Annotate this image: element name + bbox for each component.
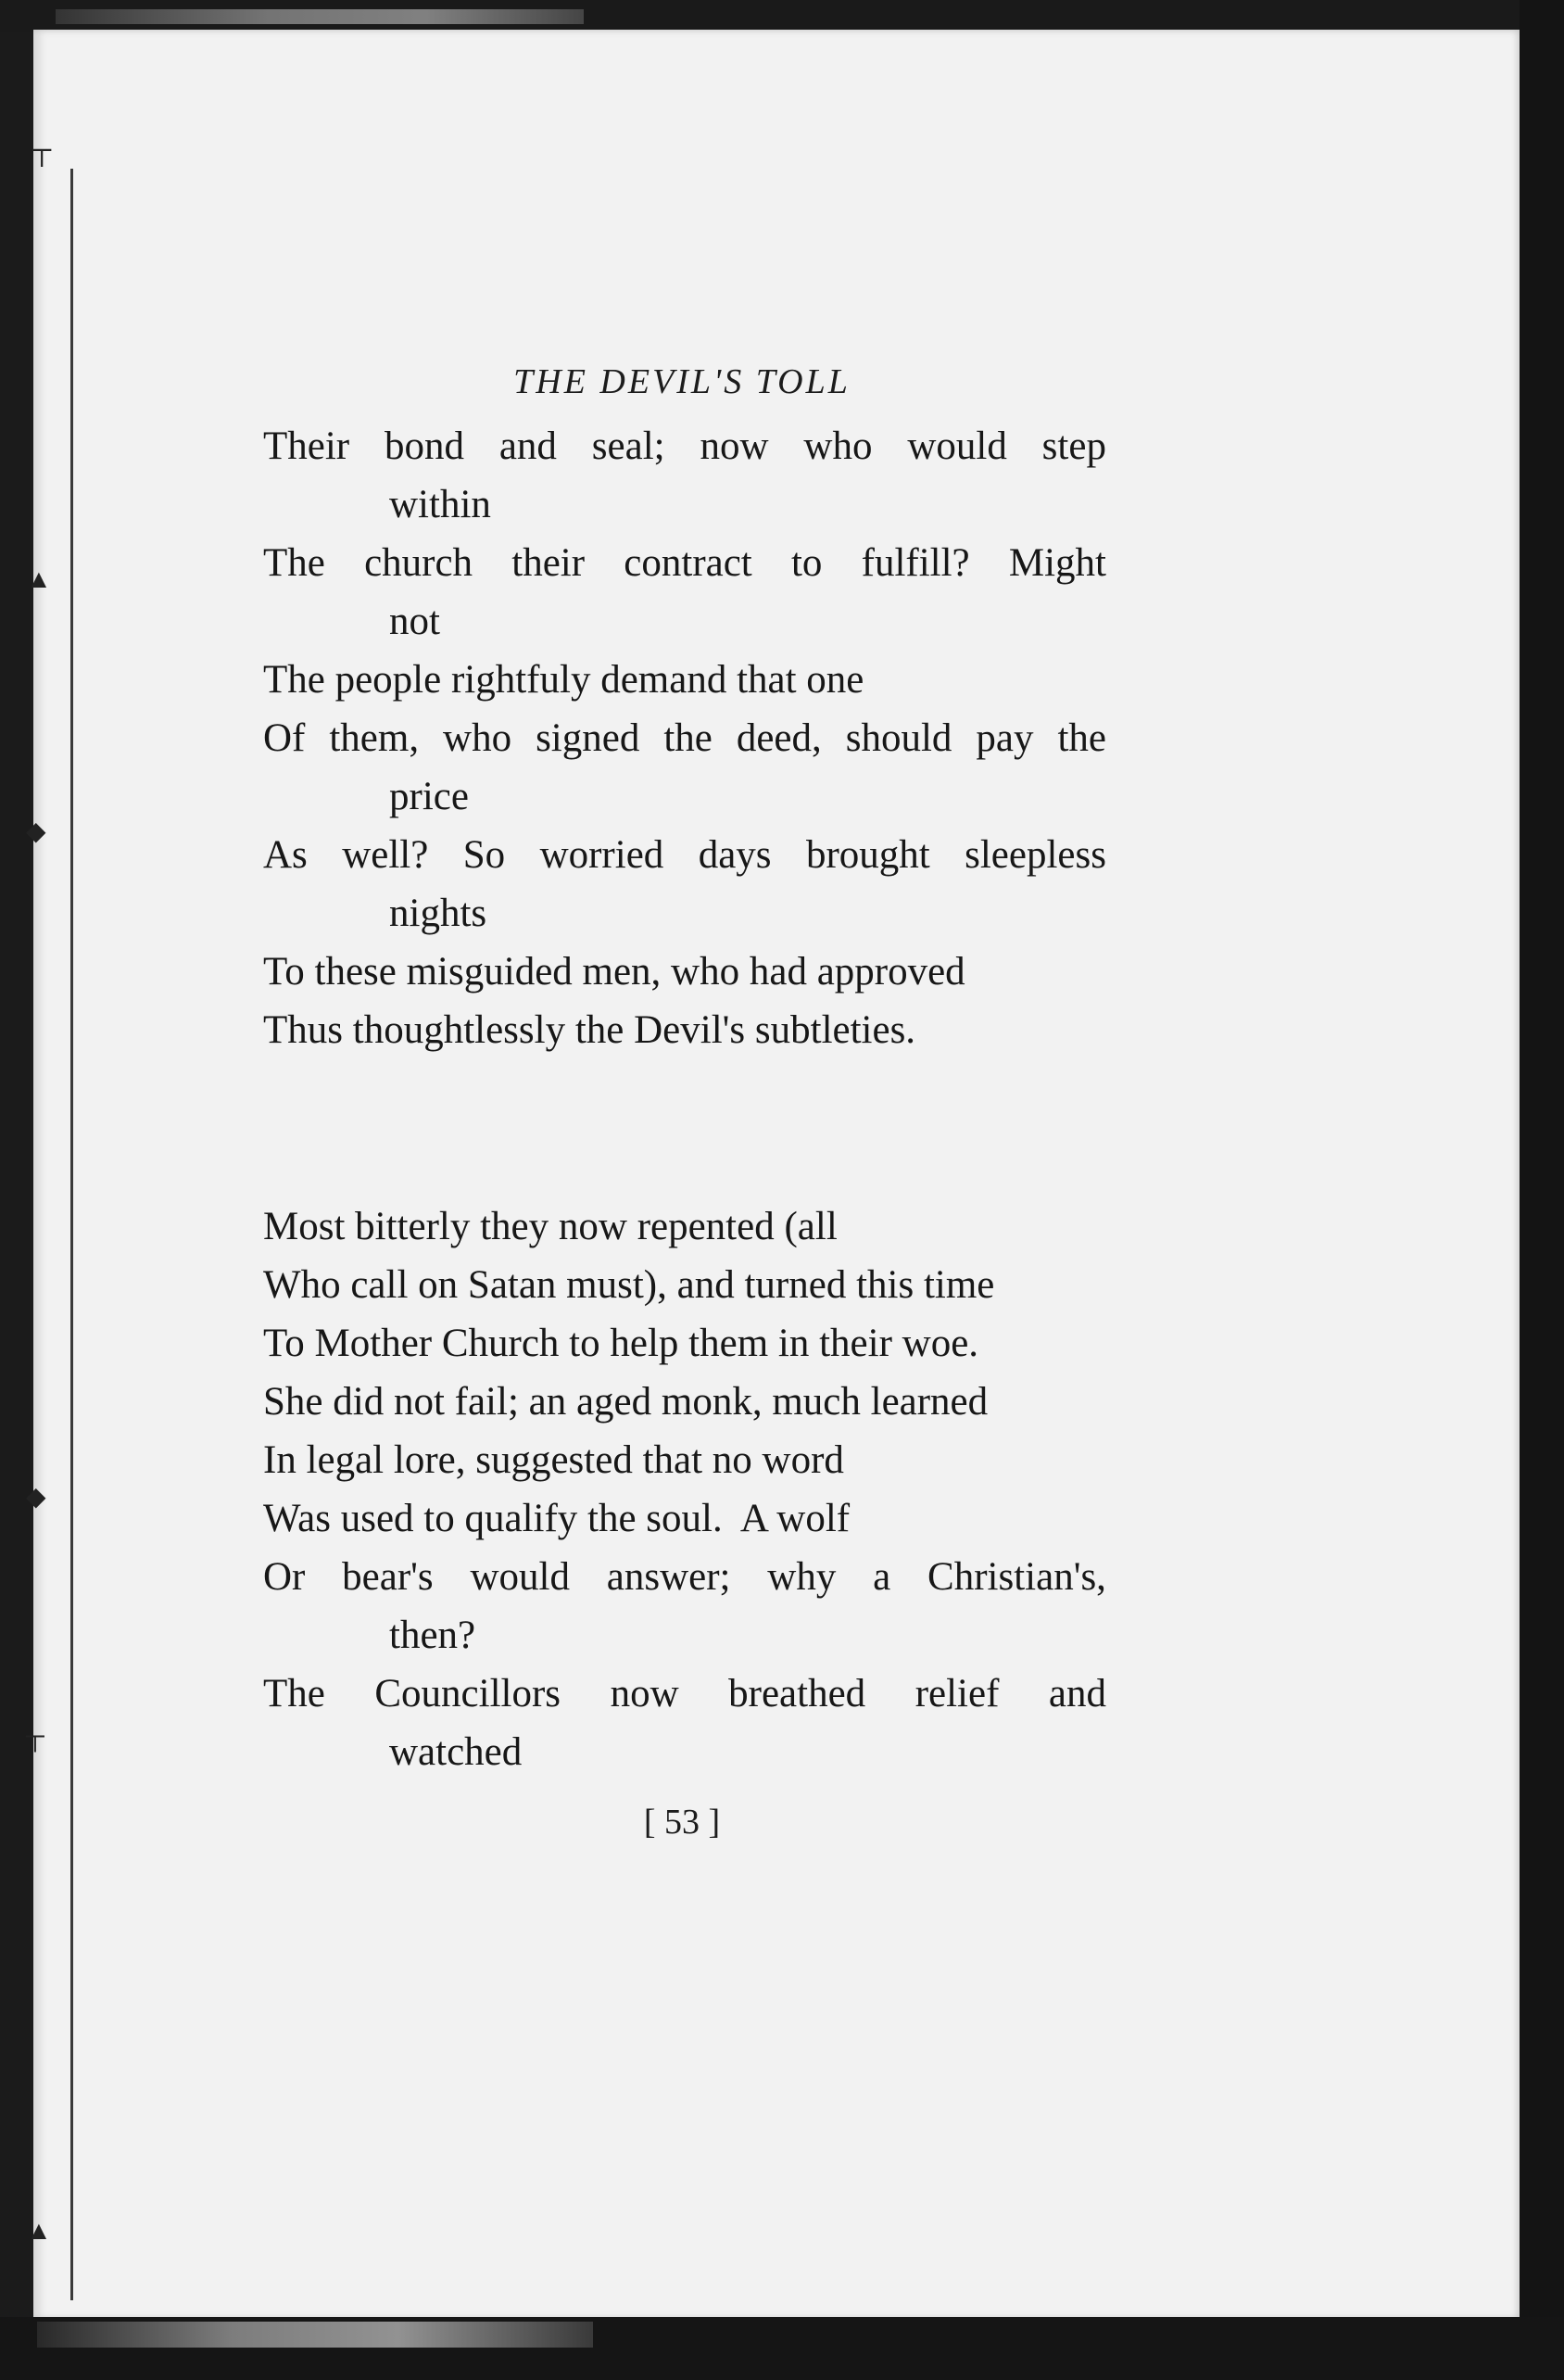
top-edge-highlight <box>56 9 584 24</box>
verse-line: Who call on Satan must), and turned this time <box>263 1263 995 1307</box>
verse-line: To Mother Church to help them in their woe. <box>263 1322 979 1365</box>
binding-tick-mark: ┬ <box>26 1722 44 1751</box>
bottom-edge-highlight <box>37 2322 593 2348</box>
page-number: [ 53 ] <box>643 1803 721 1842</box>
binding-arrow-mark: ▲ <box>26 2217 52 2246</box>
verse-turnover-line: price <box>389 775 469 818</box>
verse-line: As well? So worried days brought sleepless <box>263 833 1106 877</box>
verse-line: Or bear's would answer; why a Christian's, <box>263 1555 1106 1599</box>
verse-line: Thus thoughtlessly the Devil's subtleties. <box>263 1008 916 1052</box>
verse-turnover-line: within <box>389 483 491 526</box>
verse-line: In legal lore, suggested that no word <box>263 1438 844 1482</box>
running-head: THE DEVIL'S TOLL <box>513 362 851 401</box>
stanza-1 <box>263 417 1106 1059</box>
verse-line: Their bond and seal; now who would step <box>263 424 1106 468</box>
binding-diamond-mark: ◆ <box>26 817 46 846</box>
verse-line: Most bitterly they now repented (all <box>263 1205 838 1248</box>
verse-turnover-line: nights <box>389 892 487 935</box>
verse-line: Of them, who signed the deed, should pay the <box>263 716 1106 760</box>
binding-line <box>70 169 73 2300</box>
verse-turnover-line: not <box>389 600 440 643</box>
binding-tick-mark: ⊤ <box>30 145 55 173</box>
verse-line: Was used to qualify the soul. A wolf <box>263 1497 851 1540</box>
verse-line: To these misguided men, who had approved <box>263 950 965 994</box>
book-page <box>26 30 1520 2319</box>
verse-turnover-line: then? <box>389 1614 476 1657</box>
binding-arrow-mark: ▲ <box>26 565 52 594</box>
verse-line: The people rightfuly demand that one <box>263 658 864 702</box>
verse-line: The Councillors now breathed relief and <box>263 1672 1106 1715</box>
stanza-2 <box>263 1197 1106 1781</box>
binding-diamond-mark: ◆ <box>26 1483 46 1512</box>
verse-line: The church their contract to fulfill? Might <box>263 541 1106 585</box>
right-book-edge <box>1520 0 1564 2380</box>
verse-line: She did not fail; an aged monk, much learned <box>263 1380 989 1424</box>
verse-turnover-line: watched <box>389 1730 523 1774</box>
